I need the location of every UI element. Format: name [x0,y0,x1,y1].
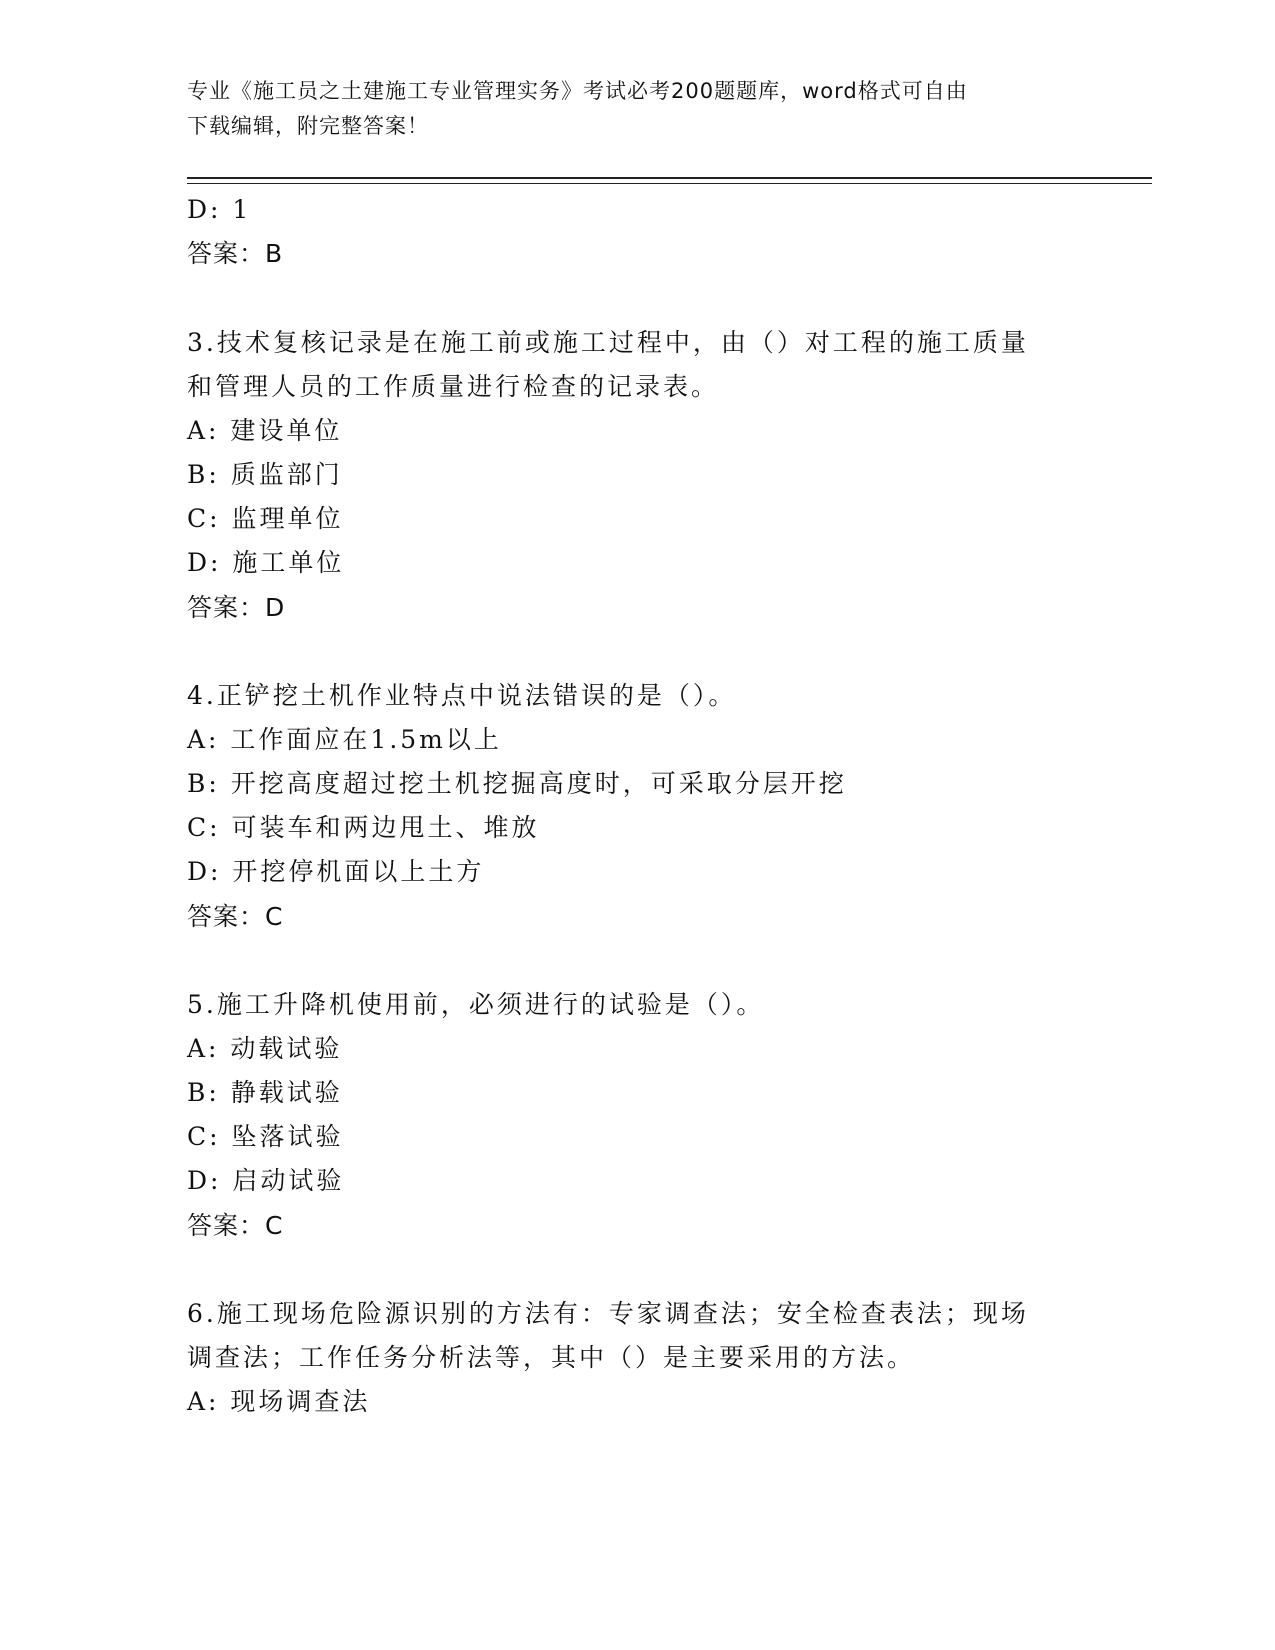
question-5-option-d: D: 启动试验 [187,1166,345,1195]
header-line-1: 专业《施工员之土建施工专业管理实务》考试必考200题题库，word格式可自由 [187,79,968,103]
question-5-option-b: B: 静载试验 [187,1078,343,1107]
question-4-option-a: A: 工作面应在1.5m以上 [187,725,502,754]
question-5-option-c: C: 坠落试验 [187,1122,344,1151]
question-3-answer: 答案：D [187,593,286,622]
header-rule-thick [187,177,1152,179]
prev-option-d: D: 1 [187,195,252,224]
header-line-2: 下载编辑，附完整答案！ [187,114,429,138]
question-3-stem-line-1: 3.技术复核记录是在施工前或施工过程中，由（）对工程的施工质量 [187,328,1029,357]
header-rule-thin [187,183,1152,184]
question-5-stem-line-1: 5.施工升降机使用前，必须进行的试验是（）。 [187,990,765,1019]
prev-answer: 答案：B [187,239,284,268]
question-3-option-b: B: 质监部门 [187,460,343,489]
question-5-option-a: A: 动载试验 [187,1034,343,1063]
question-4-stem-line-1: 4.正铲挖土机作业特点中说法错误的是（）。 [187,681,737,710]
question-4-answer: 答案：C [187,902,284,931]
question-3-option-c: C: 监理单位 [187,504,344,533]
question-6-option-a: A: 现场调查法 [187,1387,371,1416]
document-header [187,74,1087,144]
question-4-option-c: C: 可装车和两边甩土、堆放 [187,813,540,842]
question-4-option-b: B: 开挖高度超过挖土机挖掘高度时，可采取分层开挖 [187,769,847,798]
question-6-stem-line-2: 调查法；工作任务分析法等，其中（）是主要采用的方法。 [187,1343,916,1372]
question-5-answer: 答案：C [187,1211,284,1240]
question-4-option-d: D: 开挖停机面以上土方 [187,857,485,886]
question-6-stem-line-1: 6.施工现场危险源识别的方法有：专家调查法；安全检查表法；现场 [187,1299,1029,1328]
question-3-option-a: A: 建设单位 [187,416,343,445]
question-3-stem-line-2: 和管理人员的工作质量进行检查的记录表。 [187,372,720,401]
question-3-option-d: D: 施工单位 [187,548,345,577]
